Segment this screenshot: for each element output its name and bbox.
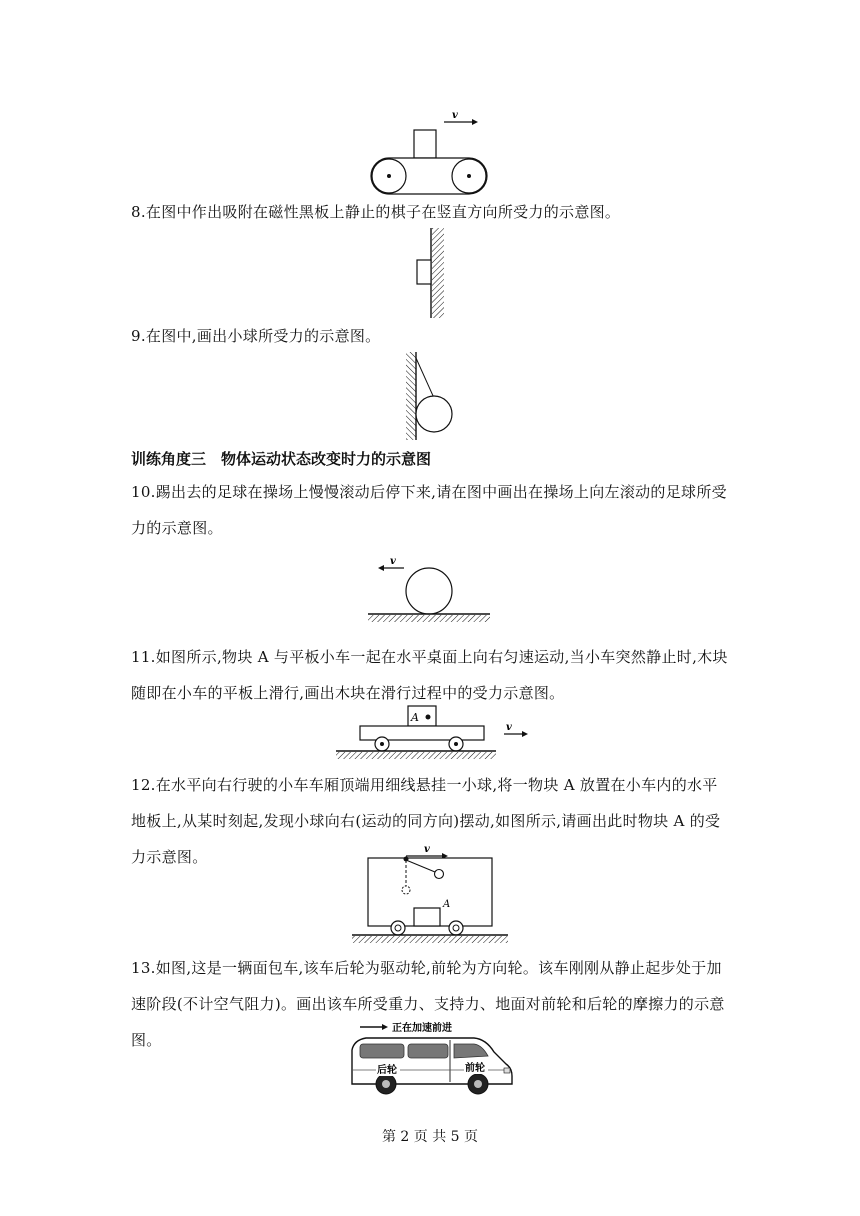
chess-piece xyxy=(417,260,431,284)
question-8: 8.在图中作出吸附在磁性黑板上静止的棋子在竖直方向所受力的示意图。 xyxy=(131,203,621,221)
conveyor-velocity-label: v xyxy=(452,110,458,121)
van-banner: 正在加速前进 xyxy=(392,1023,452,1034)
van-front-hub xyxy=(474,1080,482,1088)
question-11: 11.如图所示,物块 A 与平板小车一起在水平桌面上向右匀速运动,当小车突然静止时,木块随即在小车的平板上滑行,画出木块在滑行过程中的受力示意图。 xyxy=(131,648,728,702)
hanging-ball-figure xyxy=(404,352,460,440)
magnetic-board-figure xyxy=(410,228,450,320)
block-a-label: A xyxy=(411,711,419,724)
car-block-a-label: A xyxy=(443,899,451,910)
car-pendulum-figure xyxy=(352,842,508,944)
ground-hatch xyxy=(368,615,490,622)
cart-arrowhead xyxy=(522,731,528,737)
question-9: 9.在图中,画出小球所受力的示意图。 xyxy=(131,327,381,345)
cart-velocity-label: v xyxy=(506,722,512,733)
conveyor-left-axle xyxy=(387,174,391,178)
car-ground-hatch xyxy=(352,936,508,943)
van-middle-window xyxy=(408,1044,448,1058)
pendulum-ball xyxy=(435,870,444,879)
question-10: 10.踢出去的足球在操场上慢慢滚动后停下来,请在图中画出在操场上向左滚动的足球所受力的示意图。 xyxy=(131,483,727,537)
van-headlight xyxy=(504,1068,510,1073)
question-13: 13.如图,这是一辆面包车,该车后轮为驱动轮,前轮为方向轮。该车刚刚从静止起步处于加速阶段(不计空气阻力)。画出该车所受重力、支持力、地面对前轮和后轮的摩擦力的示意图。 xyxy=(131,959,725,1049)
van-rear-hub xyxy=(382,1080,390,1088)
rolling-ball-arrowhead xyxy=(378,565,384,571)
cart-left-axle xyxy=(380,742,384,746)
string xyxy=(416,358,434,398)
football xyxy=(406,568,452,614)
conveyor-figure xyxy=(368,108,492,198)
rolling-ball-velocity-label: v xyxy=(390,556,396,567)
wall-hatch xyxy=(406,352,416,440)
section-heading: 训练角度三 物体运动状态改变时力的示意图 xyxy=(131,450,432,468)
conveyor-right-axle xyxy=(467,174,471,178)
car-velocity-label: v xyxy=(424,844,430,855)
van-rear-window xyxy=(360,1044,404,1058)
ball xyxy=(416,396,452,432)
van-front-wheel-label: 前轮 xyxy=(465,1063,485,1074)
question-12: 12.在水平向右行驶的小车车厢顶端用细线悬挂一小球,将一物块 A 放置在小车内的水平地板上,从某时刻起,发现小球向右(运动的同方向)摆动,如图所示,请画出此时物块 A 的受力示意图。 xyxy=(131,776,721,866)
cart-figure xyxy=(336,704,532,764)
magnetic-board-hatch xyxy=(432,228,444,318)
table-hatch xyxy=(336,752,496,759)
car-left-wheel xyxy=(391,921,405,935)
car-block-a xyxy=(414,908,440,926)
conveyor-block xyxy=(414,130,436,158)
van-arrowhead xyxy=(382,1024,388,1030)
cart-right-axle xyxy=(454,742,458,746)
conveyor-arrowhead xyxy=(472,119,478,125)
van-rear-wheel-label: 后轮 xyxy=(377,1065,397,1076)
rolling-ball-figure xyxy=(366,554,492,624)
block-a-center-dot xyxy=(426,715,431,720)
pendulum-ball-rest xyxy=(402,886,410,894)
page-footer: 第 2 页 共 5 页 xyxy=(381,1129,479,1145)
van-figure xyxy=(346,1020,516,1098)
car-right-wheel xyxy=(449,921,463,935)
